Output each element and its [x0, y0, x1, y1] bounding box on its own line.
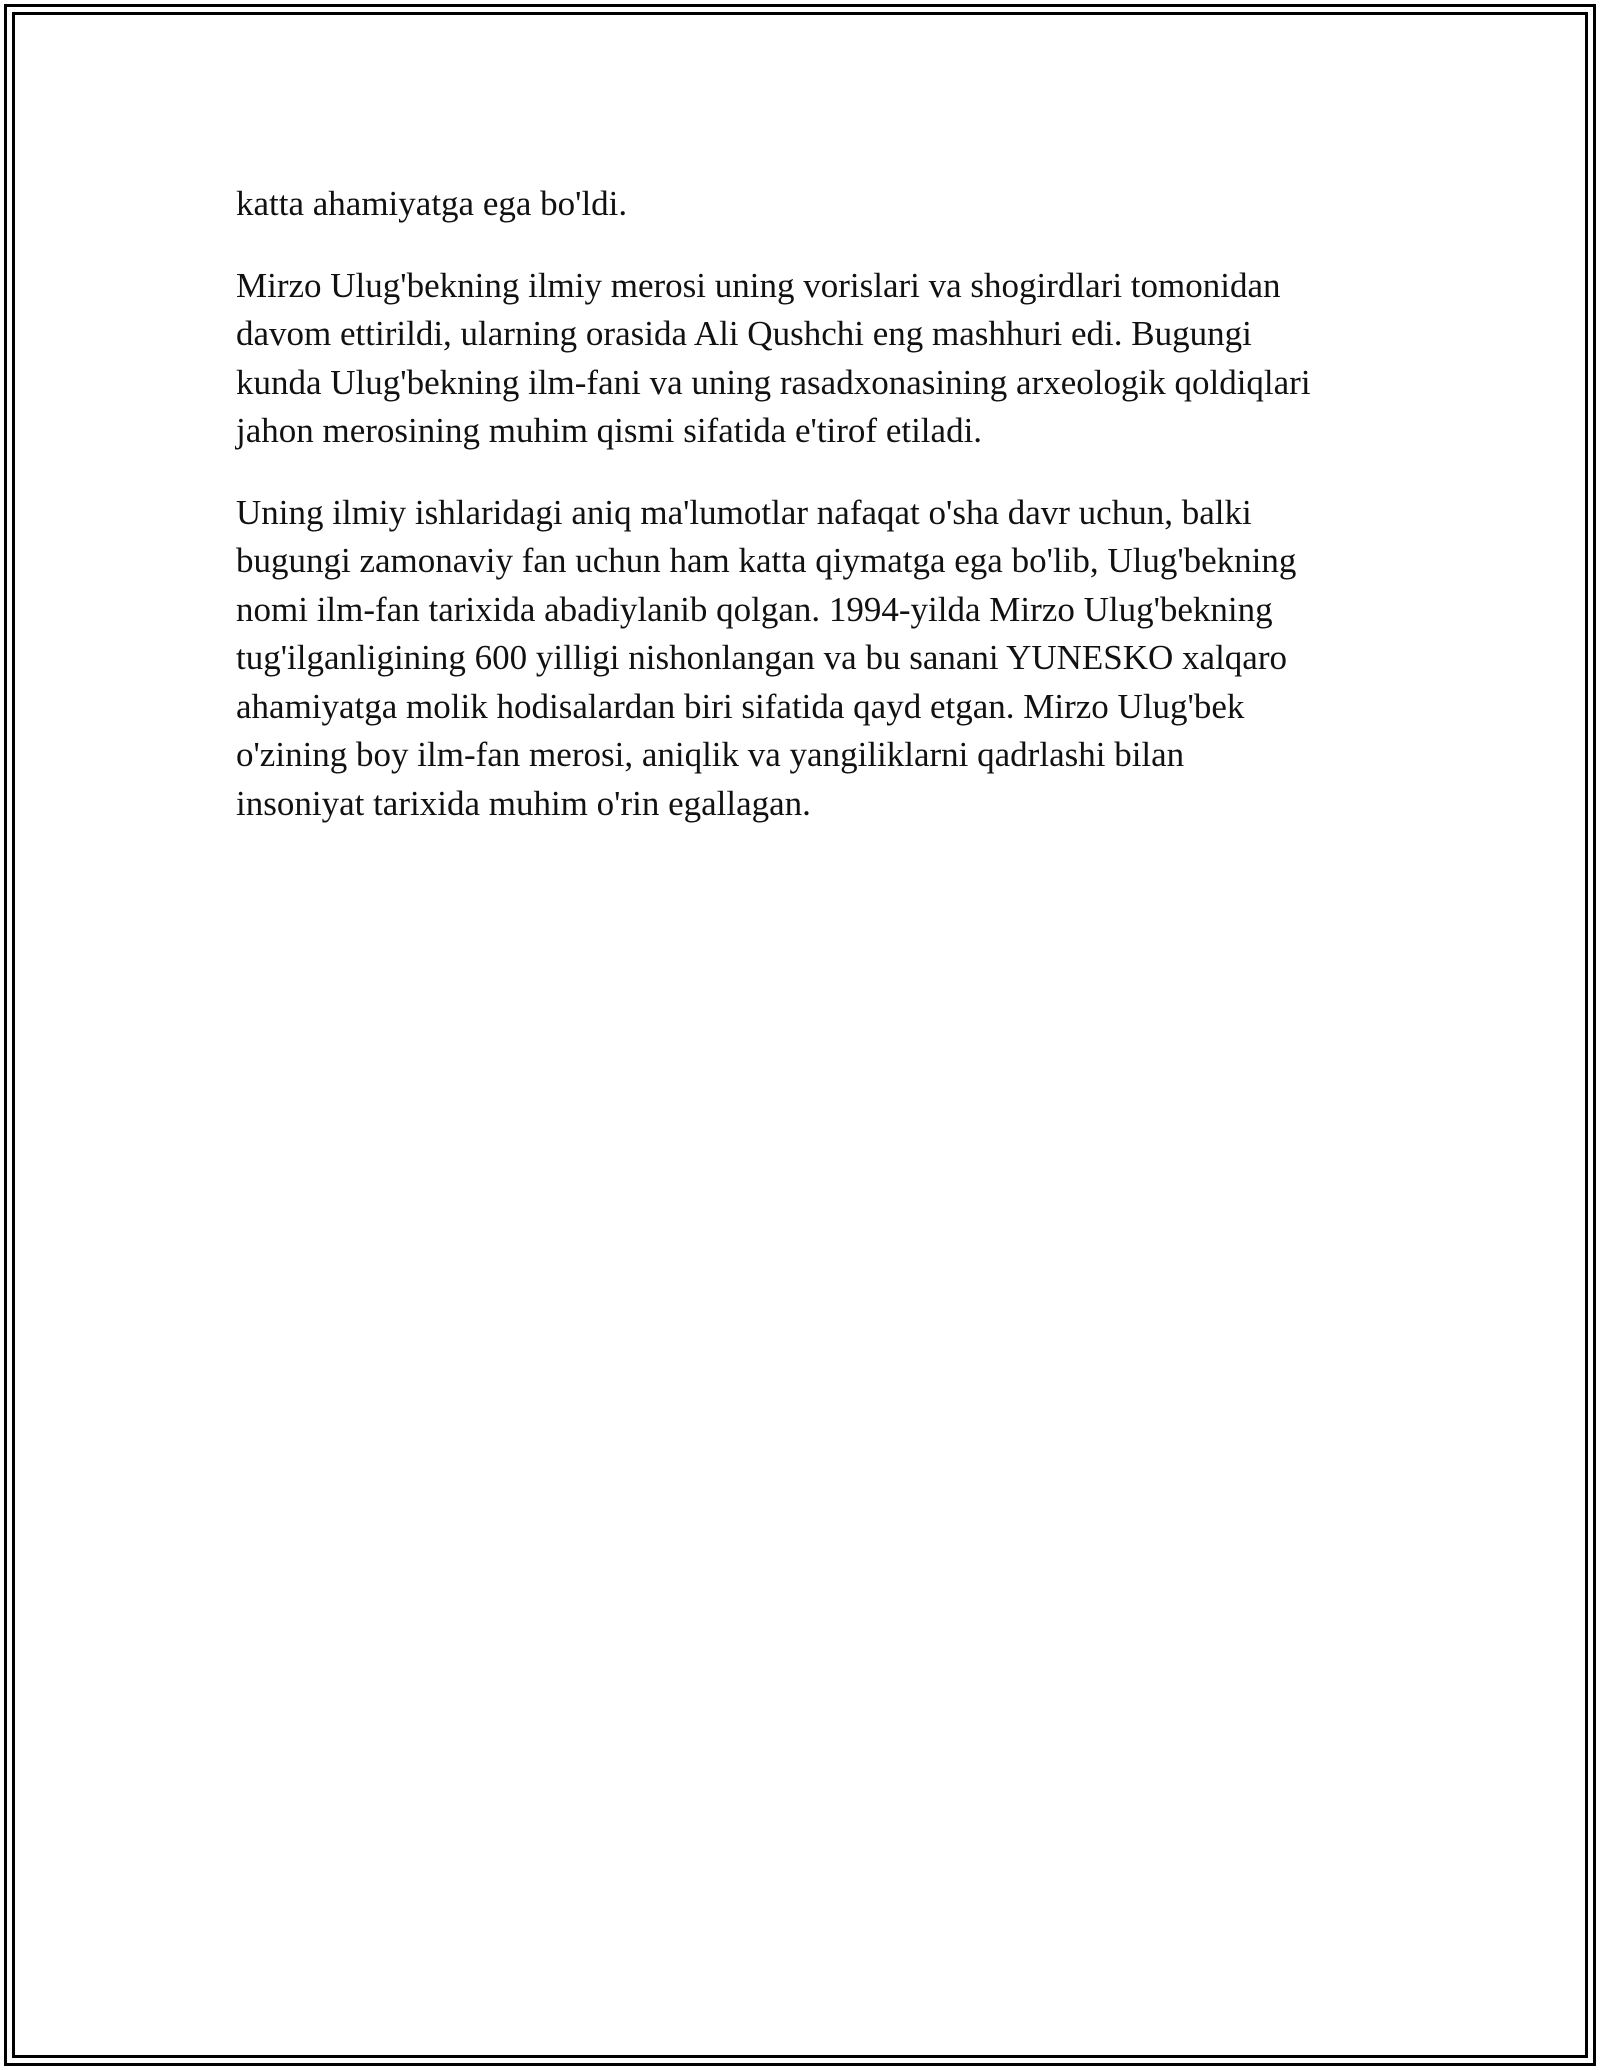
paragraph-2	[236, 262, 1376, 456]
paragraph-3	[236, 489, 1376, 829]
text-line: jahon merosining muhim qismi sifatida e'tirof etiladi.	[236, 411, 983, 450]
text-line: o'zining boy ilm-fan merosi, aniqlik va yangiliklarni qadrlashi bilan	[236, 735, 1185, 774]
text-line: katta ahamiyatga ega bo'ldi.	[236, 184, 628, 223]
text-line: insoniyat tarixida muhim o'rin egallagan.	[236, 783, 811, 823]
text-line: nomi ilm-fan tarixida abadiylanib qolgan. 1994-yilda Mirzo Ulug'bekning	[236, 589, 1273, 629]
text-line: Mirzo Ulug'bekning ilmiy merosi uning vorislari va shogirdlari tomonidan	[236, 265, 1281, 305]
text-line: bugungi zamonaviy fan uchun ham katta qiymatga ega bo'lib, Ulug'bekning	[236, 541, 1297, 580]
paragraph-1	[236, 180, 1376, 229]
text-line: davom ettirildi, ularning orasida Ali Qushchi eng mashhuri edi. Bugungi	[236, 314, 1252, 353]
text-line: Uning ilmiy ishlaridagi aniq ma'lumotlar nafaqat o'sha davr uchun, balki	[236, 492, 1252, 532]
text-line: ahamiyatga molik hodisalardan biri sifatida qayd etgan. Mirzo Ulug'bek	[236, 686, 1245, 726]
text-line: tug'ilganligining 600 yilligi nishonlangan va bu sanani YUNESKO xalqaro	[236, 638, 1287, 677]
document-body	[236, 180, 1376, 861]
text-line: kunda Ulug'bekning ilm-fani va uning rasadxonasining arxeologik qoldiqlari	[236, 362, 1311, 402]
